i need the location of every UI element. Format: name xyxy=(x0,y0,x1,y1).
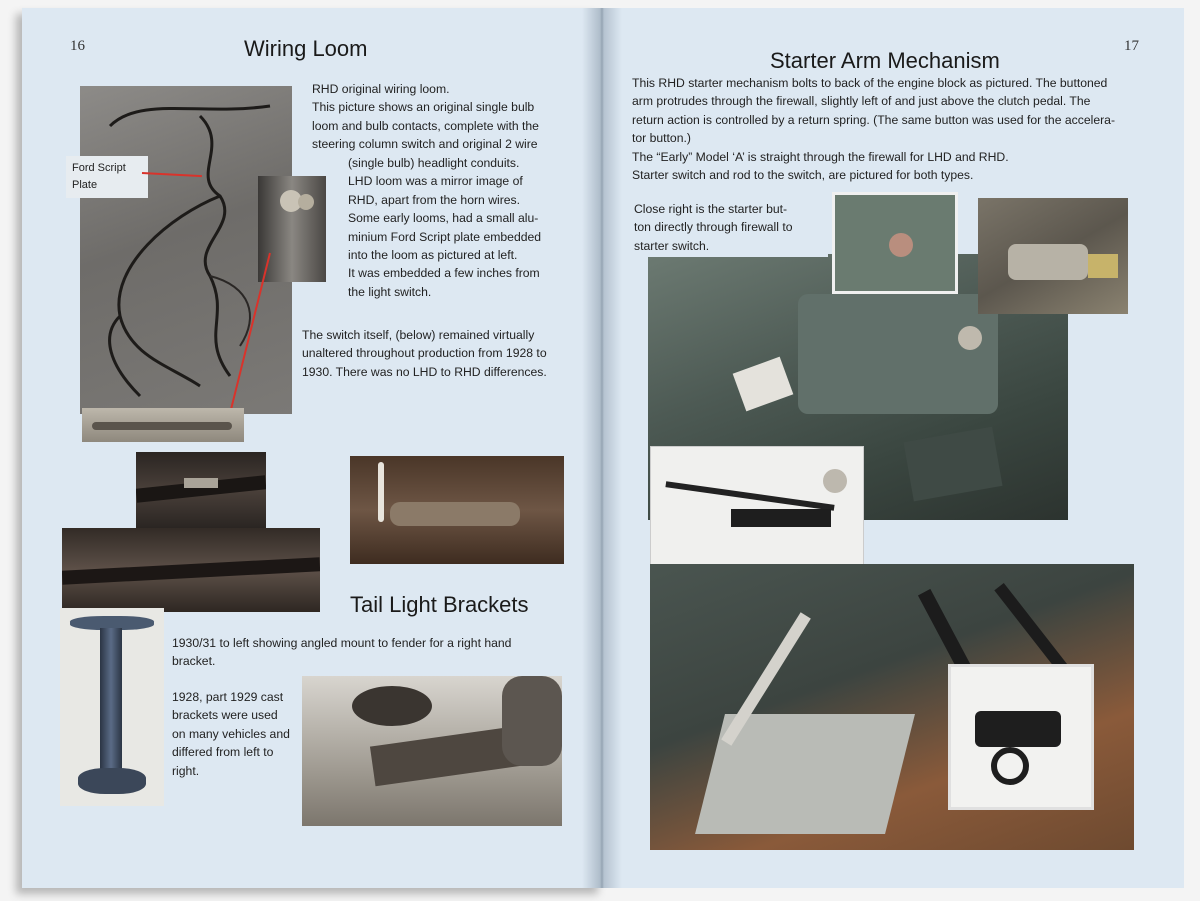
tail-line: 1928, part 1929 cast xyxy=(172,690,284,704)
switch-line: 1930. There was no LHD to RHD differences. xyxy=(302,364,547,379)
intro-line: This picture shows an original single bulb xyxy=(312,100,535,115)
intro-line: RHD original wiring loom. xyxy=(312,82,450,96)
ford-script-label-line1: Ford Script xyxy=(72,162,126,174)
tail-light-title: Tail Light Brackets xyxy=(350,592,529,617)
switch-line: unaltered throughout production from 1928 to xyxy=(302,346,547,361)
starter-rod-photo xyxy=(650,446,864,566)
tail-bracket-photo xyxy=(302,676,562,826)
right-page xyxy=(604,8,1184,888)
detail-line: (single bulb) headlight conduits. xyxy=(348,156,520,170)
detail-line: the light switch. xyxy=(348,284,432,299)
starter-body-text xyxy=(632,74,1162,184)
detail-line: It was embedded a few inches from xyxy=(348,266,540,281)
tail-text-1 xyxy=(172,634,552,671)
intro-line: steering column switch and original 2 wire xyxy=(312,137,538,152)
wiring-loom-title: Wiring Loom xyxy=(244,36,368,61)
booklet-spine xyxy=(582,8,622,888)
close-right-line: starter switch. xyxy=(634,238,710,253)
page-number-left: 16 xyxy=(70,38,85,54)
body-line: Starter switch and rod to the switch, are pictured for both types. xyxy=(632,168,974,183)
switch-text xyxy=(302,326,598,381)
detail-line: LHD loom was a mirror image of xyxy=(348,174,523,189)
ford-script-label-line2: Plate xyxy=(72,179,98,191)
page-number-right: 17 xyxy=(1124,38,1139,54)
detail-line: into the loom as pictured at left. xyxy=(348,248,518,263)
wiring-intro-text xyxy=(312,80,582,154)
detail-line: RHD, apart from the horn wires. xyxy=(348,192,521,207)
starter-button-photo xyxy=(832,192,958,294)
body-line: arm protrudes through the firewall, slightly left of and just above the clutch pedal. The xyxy=(632,94,1091,109)
body-line: The “Early” Model ‘A’ is straight through the firewall for LHD and RHD. xyxy=(632,149,1009,164)
wiring-detail-text xyxy=(348,154,588,301)
tail-text-2 xyxy=(172,688,302,780)
detail-line: Some early looms, had a small alu- xyxy=(348,211,539,226)
switch-photo-wide xyxy=(62,528,320,612)
body-line: tor button.) xyxy=(632,131,691,146)
switch-photo-small xyxy=(136,452,266,528)
starter-coupler-photo xyxy=(948,664,1094,810)
intro-line: loom and bulb contacts, complete with the xyxy=(312,118,539,133)
switch-photo-closeup xyxy=(350,456,564,564)
close-right-line: Close right is the starter but- xyxy=(634,202,788,216)
close-right-line: ton directly through firewall to xyxy=(634,220,793,235)
body-line: return action is controlled by a return spring. (The same button was used for the accelera- xyxy=(632,112,1116,127)
bracket-photo xyxy=(60,608,164,806)
script-plate-photo xyxy=(258,176,326,282)
starter-title: Starter Arm Mechanism xyxy=(770,48,1000,73)
tail-line: bracket. xyxy=(172,654,216,669)
conduit-photo xyxy=(82,408,244,442)
close-right-text xyxy=(630,198,828,257)
left-page xyxy=(22,8,604,888)
tail-line: right. xyxy=(172,763,200,778)
detail-line: minium Ford Script plate embedded xyxy=(348,229,542,244)
switch-line: The switch itself, (below) remained virtually xyxy=(302,328,535,342)
body-line: This RHD starter mechanism bolts to back of the engine block as pictured. The buttoned xyxy=(632,76,1108,90)
starter-motor-photo xyxy=(978,198,1128,314)
ford-script-label xyxy=(66,156,148,198)
tail-line: on many vehicles and xyxy=(172,726,290,741)
tail-line: brackets were used xyxy=(172,708,278,723)
booklet xyxy=(10,8,1198,898)
tail-line: differed from left to xyxy=(172,745,274,760)
tail-line: 1930/31 to left showing angled mount to fender for a right hand xyxy=(172,636,512,650)
